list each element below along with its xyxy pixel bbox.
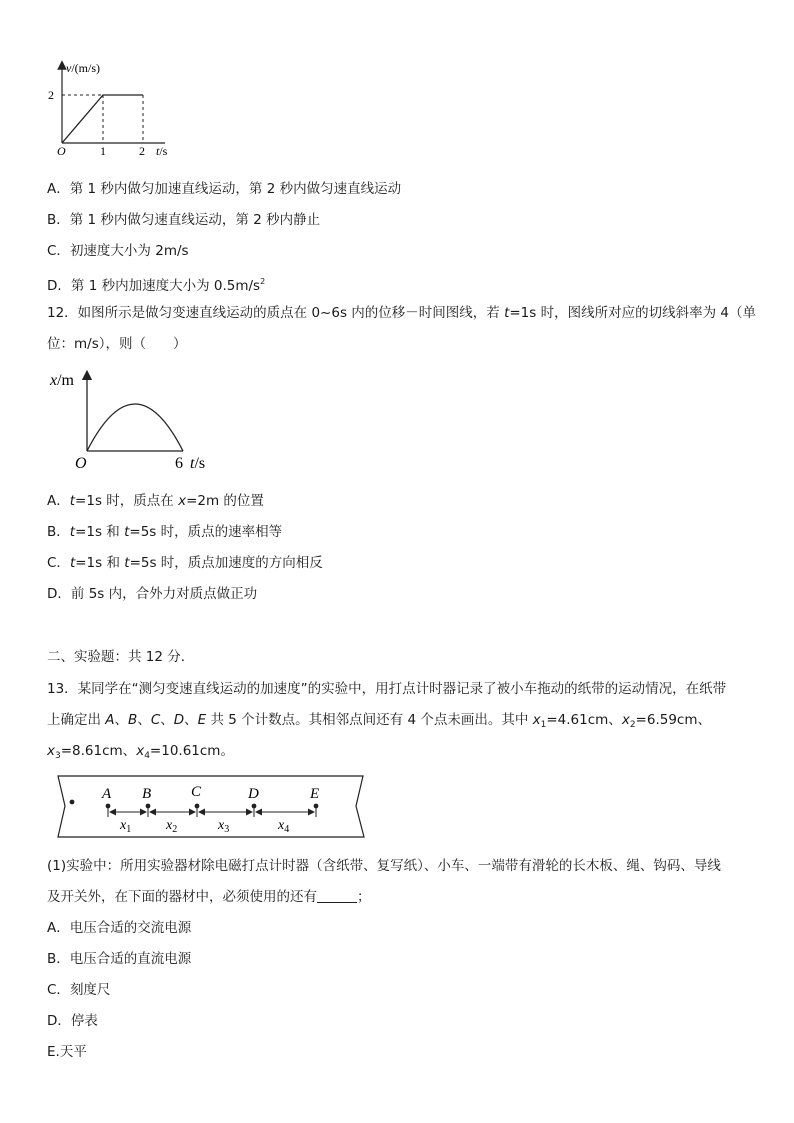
section-heading: 二、实验题：共 12 分． [47, 649, 195, 665]
q11-option-b: B．第 1 秒内做匀速直线运动，第 2 秒内静止 [47, 212, 321, 228]
tape-label-a: A [102, 786, 112, 802]
tape-label-d: D [248, 786, 259, 802]
svg-text:x2 [165, 818, 177, 835]
displacement-time-graph [45, 365, 220, 480]
seg-x1-sub: 1 [126, 824, 132, 835]
q13-option-e: E.天平 [47, 1044, 87, 1060]
q13-option-d: D．停表 [47, 1013, 98, 1029]
fig1-xlabel-unit: /s [159, 144, 168, 158]
fig1-xtick-1: 1 [100, 144, 106, 158]
svg-text:x3 [217, 818, 229, 835]
q13-stem-line2: 上确定出 A、B、C、D、E 共 5 个计数点。其相邻点间还有 4 个点未画出。其中 $x_1=4.61cm$、$x_2=6.59cm$、 [47, 712, 711, 730]
seg-x4-sub: 4 [284, 824, 290, 835]
tape-label-e: E [310, 786, 320, 802]
fig2-xlabel-t: t [190, 455, 195, 472]
fig2-origin: O [75, 455, 87, 472]
q13-stem-line1: 13．某同学在“测匀变速直线运动的加速度”的实验中，用打点计时器记录了被小车拖动的纸带的运动情况，在纸带 [47, 681, 727, 697]
fig2-xtick-6: 6 [175, 455, 183, 472]
fig2-ylabel-unit: /m [57, 372, 74, 389]
svg-text:x/m [49, 372, 75, 389]
svg-text:t/s [190, 455, 205, 472]
q12-option-b: B．t=1s 和 t=5s 时，质点的速率相等 [47, 524, 283, 540]
fig1-ytick-2: 2 [48, 88, 54, 102]
q12-option-c: C．t=1s 和 t=5s 时，质点加速度的方向相反 [47, 555, 323, 571]
fig1-xlabel-t: t [156, 144, 160, 158]
tape-label-b: B [142, 786, 152, 802]
seg-x1-var: x [120, 818, 127, 833]
q13-option-b: B．电压合适的直流电源 [47, 951, 192, 967]
q13-option-a: A．电压合适的交流电源 [47, 920, 192, 936]
fig1-xtick-2: 2 [139, 144, 145, 158]
svg-text:t/s [156, 144, 168, 158]
seg-x2-sub: 2 [172, 824, 178, 835]
fig2-ylabel-x: x [50, 372, 58, 389]
q12-option-a: A．t=1s 时，质点在 x=2m 的位置 [47, 493, 264, 509]
fig2-xlabel-unit: /s [194, 455, 206, 472]
q12-stem-line1: 12．如图所示是做匀变速直线运动的质点在 0~6s 内的位移－时间图线，若 t=1s 时，图线所对应的切线斜率为 4（单 [47, 305, 756, 321]
q13-option-c: C．刻度尺 [47, 982, 111, 998]
seg-x3-sub: 3 [224, 824, 230, 835]
fig1-ylabel-unit: /(m/s) [71, 61, 100, 75]
q13-stem-line3: $x_3=8.61cm$、$x_4=10.61cm$。 [47, 743, 234, 761]
answer-blank[interactable] [317, 890, 357, 903]
seg-x3-var: x [218, 818, 225, 833]
q13-sub1-line2: 及开关外，在下面的器材中，必须使用的还有 ； [47, 889, 371, 905]
svg-text:v/(m/s) [66, 61, 100, 75]
fig1-ylabel-v: v [66, 61, 72, 75]
q11-option-c: C．初速度大小为 2m/s [47, 243, 189, 259]
fig1-origin: O [57, 144, 66, 158]
tape-dot-left [70, 800, 75, 805]
q12-stem-line2: 位：m/s），则（ ） [47, 336, 187, 352]
seg-x2-var: x [166, 818, 173, 833]
x-curve [87, 404, 183, 451]
seg-x4-var: x [278, 818, 285, 833]
q13-sub1-line1: (1)实验中：所用实验器材除电磁打点计时器（含纸带、复写纸）、小车、一端带有滑轮的长木板、绳、钩码、导线 [47, 858, 721, 874]
q12-option-d: D．前 5s 内，合外力对质点做正功 [47, 586, 258, 602]
svg-text:x4 [277, 818, 289, 835]
velocity-time-graph [40, 55, 190, 165]
q11-option-d: D．第 1 秒内加速度大小为 $0.5m/s^2$ [47, 277, 266, 294]
paper-tape-diagram [50, 773, 370, 841]
tape-label-c: C [191, 784, 202, 800]
svg-text:x1 [119, 818, 131, 835]
q11-option-a: A．第 1 秒内做匀加速直线运动，第 2 秒内做匀速直线运动 [47, 181, 402, 197]
